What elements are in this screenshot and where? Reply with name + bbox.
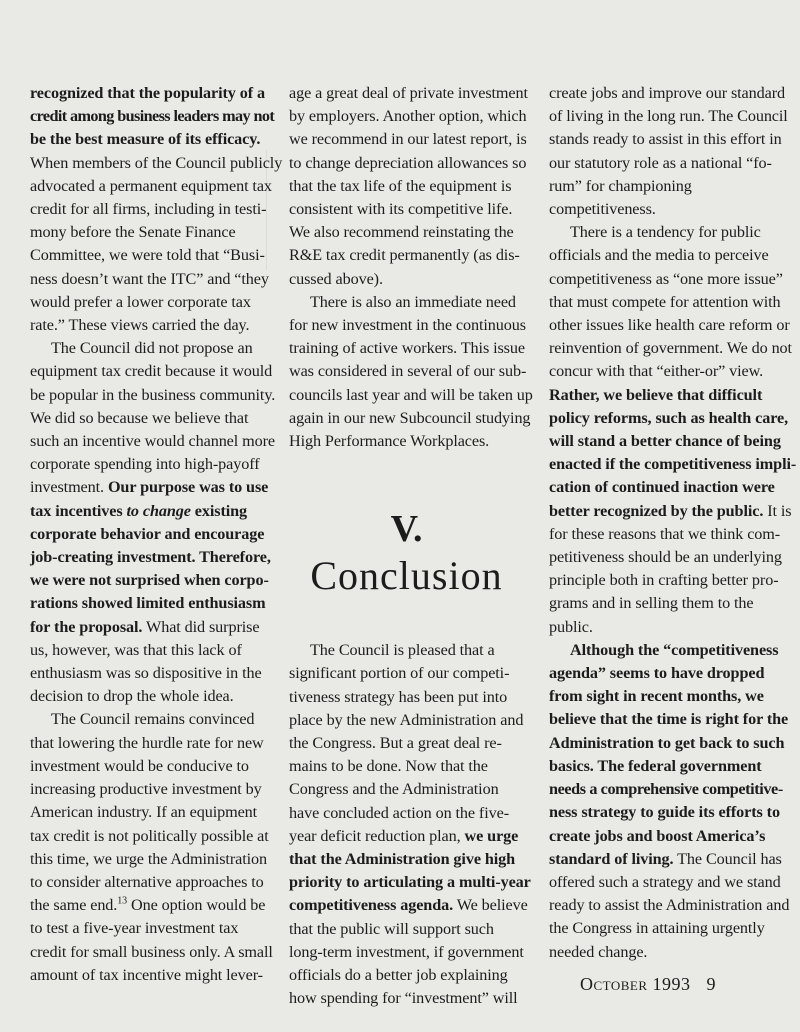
- paragraph: [289, 291, 533, 453]
- text-line: American industry. If an equipment: [30, 803, 258, 822]
- text-line: agenda” seems to have dropped: [549, 664, 765, 683]
- text-line: concur with that “either-or” view.: [549, 362, 764, 381]
- text-line: mains to be done. Now that the: [289, 757, 488, 776]
- text-line: the Congress in attaining urgently: [549, 919, 765, 938]
- text-line: decision to drop the whole idea.: [30, 687, 234, 706]
- text-line: enthusiasm was so dispositive in the: [30, 664, 262, 683]
- text-line: consistent with its competitive life.: [289, 200, 513, 219]
- text-line: Rather, we believe that difficult: [549, 385, 763, 404]
- text-line: such an incentive would channel more: [30, 432, 275, 451]
- section-dot: .: [413, 508, 423, 551]
- text-line: rations showed limited enthusiasm: [30, 594, 266, 613]
- paragraph: [549, 82, 797, 221]
- text-line: [549, 500, 797, 523]
- text-line: by employers. Another option, which: [289, 107, 527, 126]
- text-line: ness doesn’t want the ITC” and “they: [30, 269, 269, 288]
- text-run: What did surprise: [142, 617, 260, 636]
- text-line: officials and the media to perceive: [549, 246, 769, 265]
- text-run: It is: [763, 501, 792, 520]
- text-line: credit for all firms, including in testi-: [30, 200, 267, 219]
- text-line: to test a five-year investment tax: [30, 919, 239, 938]
- text-line: be popular in the business community.: [30, 385, 276, 404]
- text-line: R&E tax credit permanently (as dis-: [289, 246, 520, 265]
- text-line: corporate behavior and encourage: [30, 524, 265, 543]
- paragraph: [549, 221, 797, 639]
- text-line: [289, 894, 528, 917]
- text-line: create jobs and boost America’s: [549, 826, 766, 845]
- text-line: rum” for championing: [549, 176, 692, 195]
- section-number: [289, 509, 524, 549]
- paragraph: [289, 639, 531, 1010]
- text-line: competitiveness.: [549, 200, 656, 219]
- page-number: 9: [706, 974, 717, 994]
- text-line: tiveness strategy has been put into: [289, 687, 508, 706]
- text-line: equipment tax credit because it would: [30, 362, 273, 381]
- bold-run: standard of living.: [549, 849, 674, 868]
- text-line: When members of the Council publicly: [30, 153, 283, 172]
- paragraph: [30, 152, 285, 338]
- bold-run: existing: [190, 501, 248, 520]
- bold-run: Our purpose was to use: [107, 478, 269, 497]
- text-line: [549, 848, 797, 871]
- text-line: priority to articulating a multi-year: [289, 873, 531, 892]
- text-line: increasing productive investment by: [30, 780, 262, 799]
- text-line: that the Administration give high: [289, 850, 516, 869]
- text-line: the Congress. But a great deal re-: [289, 734, 502, 753]
- text-line: grams and in selling them to the: [549, 594, 754, 613]
- text-line: amount of tax incentive might lever-: [30, 965, 263, 984]
- text-line: High Performance Workplaces.: [289, 432, 490, 451]
- text-line: There is also an immediate need: [310, 292, 516, 311]
- text-line: for new investment in the continuous: [289, 316, 526, 335]
- text-line: credit among business leaders may not: [30, 107, 275, 126]
- text-line: stands ready to assist in this effort in: [549, 130, 782, 149]
- text-line: [30, 894, 285, 917]
- text-line: we were not surprised when corpo-: [30, 571, 269, 590]
- text-line: training of active workers. This issue: [289, 339, 525, 358]
- footnote-ref: 13: [117, 895, 128, 907]
- bold-run: tax incentives: [30, 501, 127, 520]
- text-line: ness strategy to guide its efforts to: [549, 803, 780, 822]
- section-numeral: V: [390, 508, 414, 551]
- text-line: public.: [549, 617, 593, 636]
- text-line: from sight in recent months, we: [549, 687, 764, 706]
- text-line: [30, 616, 285, 639]
- text-line: be the best measure of its efficacy.: [30, 130, 261, 149]
- text-line: long-term investment, if government: [289, 942, 524, 961]
- text-line: enacted if the competitiveness impli-: [549, 455, 797, 474]
- bold-run: for the proposal.: [30, 617, 143, 636]
- text-line: Congress and the Administration: [289, 780, 499, 799]
- bold-run: better recognized by the public.: [549, 501, 764, 520]
- text-line: other issues like health care reform or: [549, 316, 790, 335]
- text-line: needed change.: [549, 942, 648, 961]
- text-line: corporate spending into high-payoff: [30, 455, 260, 474]
- text-line: Committee, we were told that “Busi-: [30, 246, 265, 265]
- text-line: ready to assist the Administration and: [549, 896, 790, 915]
- text-line: our statutory role as a national “fo-: [549, 153, 772, 172]
- section-title: Conclusion: [310, 553, 503, 599]
- text-line: investment would be conducive to: [30, 756, 249, 775]
- text-line: We did so because we believe that: [30, 408, 249, 427]
- text-line: rate.” These views carried the day.: [30, 316, 250, 335]
- text-line: officials do a better job explaining: [289, 966, 508, 985]
- text-line: The Council did not propose an: [51, 339, 253, 358]
- paragraph: [30, 708, 285, 986]
- text-line: us, however, was that this lack of: [30, 640, 242, 659]
- text-line: to consider alternative approaches to: [30, 872, 264, 891]
- text-line: place by the new Administration and: [289, 710, 524, 729]
- text-line: reinvention of government. We do not: [549, 339, 792, 358]
- text-line: create jobs and improve our standard: [549, 84, 785, 102]
- text-line: The Council is pleased that a: [310, 641, 495, 660]
- text-line: petitiveness should be an underlying: [549, 548, 782, 567]
- text-line: [30, 476, 285, 499]
- text-line: principle both in crafting better pro-: [549, 571, 779, 590]
- text-line: councils last year and will be taken up: [289, 385, 533, 404]
- paragraph: [30, 337, 285, 708]
- text-line: that must compete for attention with: [549, 292, 781, 311]
- text-line: cation of continued inaction were: [549, 478, 775, 497]
- text-line: believe that the time is right for the: [549, 710, 789, 729]
- text-line: age a great deal of private investment: [289, 84, 528, 102]
- text-run: the same end.: [30, 896, 118, 915]
- text-run: We believe: [453, 896, 528, 915]
- text-line: [289, 825, 524, 848]
- text-line: mony before the Senate Finance: [30, 223, 236, 242]
- text-column-2: [289, 82, 533, 1011]
- text-line: credit for small business only. A small: [30, 942, 273, 961]
- text-line: competitiveness as “one more issue”: [549, 269, 783, 288]
- text-run: The Council has: [673, 849, 782, 868]
- text-line: for these reasons that we think com-: [549, 524, 781, 543]
- text-line: job-creating investment. Therefore,: [30, 548, 271, 567]
- text-line: was considered in several of our sub-: [289, 362, 527, 381]
- text-line: have concluded action on the five-: [289, 803, 509, 822]
- text-run: investment.: [30, 478, 108, 497]
- text-run: One option would be: [127, 896, 266, 915]
- text-line: offered such a strategy and we stand: [549, 872, 781, 891]
- paragraph: [289, 82, 528, 291]
- text-line: we recommend in our latest report, is: [289, 130, 527, 149]
- text-line: advocated a permanent equipment tax: [30, 176, 272, 195]
- issue-date: October 1993: [580, 974, 691, 994]
- bold-run: we urge: [464, 826, 519, 845]
- text-line: how spending for “investment” will: [289, 989, 518, 1008]
- section-heading: [289, 509, 524, 599]
- text-line: that lowering the hurdle rate for new: [30, 733, 264, 752]
- text-line: recognized that the popularity of a: [30, 84, 265, 102]
- text-line: that the tax life of the equipment is: [289, 176, 512, 195]
- text-run: year deficit reduction plan,: [289, 826, 465, 845]
- text-line: tax credit is not politically possible at: [30, 826, 269, 845]
- bold-italic-run: to change: [126, 501, 191, 520]
- text-line: needs a comprehensive competitive-: [549, 780, 783, 799]
- text-line: We also recommend reinstating the: [289, 223, 514, 242]
- text-column-3: [549, 82, 797, 964]
- text-line: this time, we urge the Administration: [30, 849, 267, 868]
- paragraph: [549, 639, 797, 964]
- text-line: to change depreciation allowances so: [289, 153, 527, 172]
- text-column-1: [30, 82, 285, 987]
- text-line: that the public will support such: [289, 919, 494, 938]
- text-line: [30, 500, 285, 523]
- text-line: basics. The federal government: [549, 756, 762, 775]
- text-line: There is a tendency for public: [570, 223, 761, 242]
- bold-run: competitiveness agenda.: [289, 896, 454, 915]
- text-line: The Council remains convinced: [51, 710, 255, 729]
- text-line: will stand a better chance of being: [549, 432, 781, 451]
- text-line: would prefer a lower corporate tax: [30, 292, 251, 311]
- text-line: of living in the long run. The Council: [549, 107, 788, 126]
- text-line: Administration to get back to such: [549, 733, 785, 752]
- text-line: policy reforms, such as health care,: [549, 408, 789, 427]
- text-line: cussed above).: [289, 269, 383, 288]
- page-footer: [580, 974, 716, 995]
- paragraph-lead: [30, 82, 285, 152]
- text-line: Although the “competitiveness: [570, 640, 779, 659]
- text-line: again in our new Subcouncil studying: [289, 408, 531, 427]
- text-line: significant portion of our competi-: [289, 664, 510, 683]
